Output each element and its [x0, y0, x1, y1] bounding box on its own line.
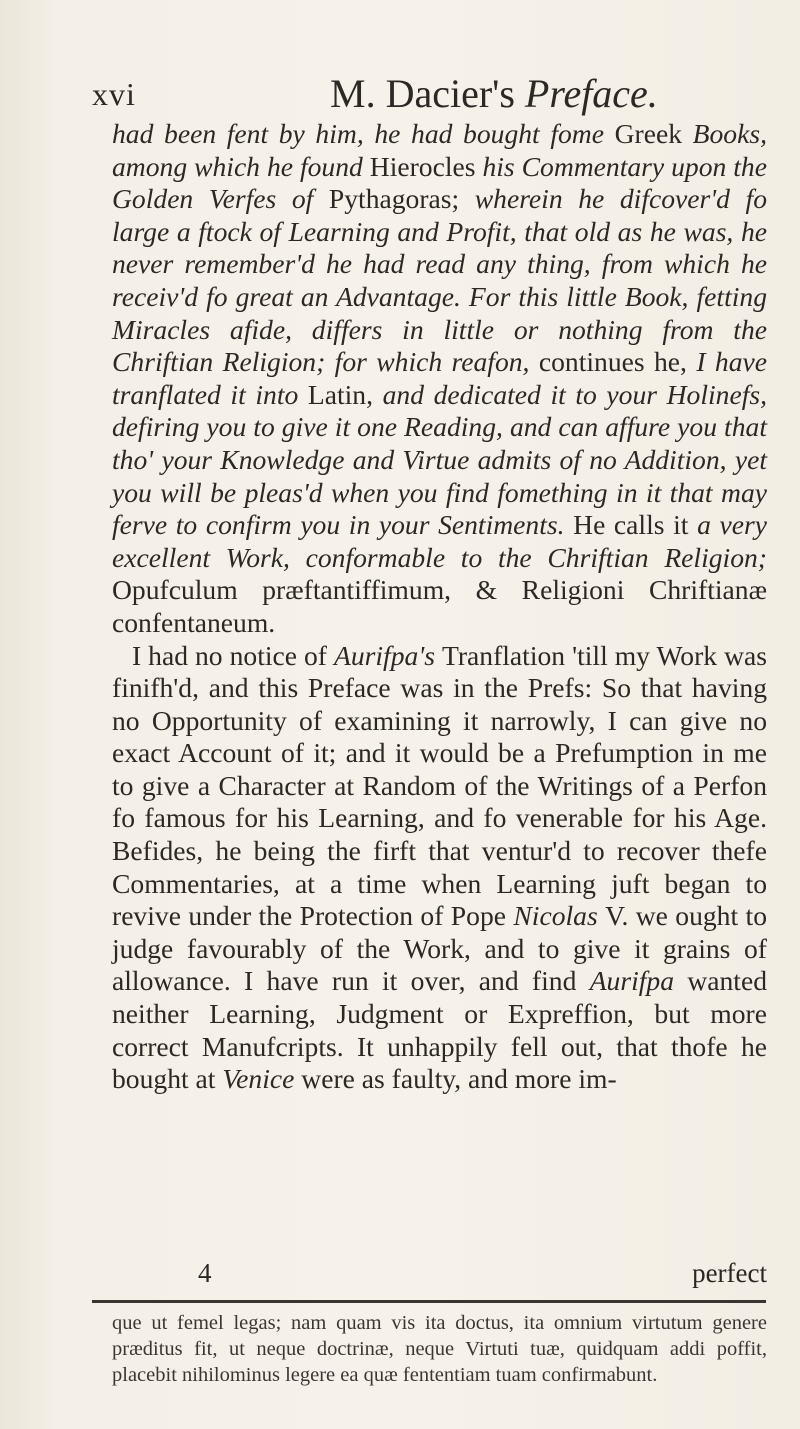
text-run: Hierocles: [369, 150, 483, 182]
paragraph: [112, 118, 767, 640]
running-head-author: M. Dacier's: [330, 71, 525, 116]
italic-run: Nicolas: [513, 900, 606, 932]
text-run: Tranflation 'till my Work was finifh'd, and this Preface was in the Prefs: So that having no Opportunity of examining it narrowly, I can give no exact Account of it; and it would be a Prefumption in me to give a Character at Random of the Writings of a Perfon fo famous for his Learning, and fo venerable for his Age. Befides, he being the firft that ventur'd to recover thefe Commentaries, at a time when Learning juft began to revive under the Protection of Pope: [112, 639, 767, 932]
page-footer-line: [112, 1258, 767, 1292]
italic-run: Books, among which he found: [112, 118, 767, 182]
text-run: I had no notice of: [132, 639, 334, 671]
italic-run: Aurifpa: [589, 965, 688, 997]
text-run: He calls it: [573, 509, 698, 541]
signature-mark: 4: [198, 1258, 212, 1288]
italic-run: his Commentary upon the Golden Verfes of: [112, 150, 767, 215]
text-run: Pythagoras;: [328, 183, 475, 215]
running-head: [330, 70, 658, 117]
text-run: wanted neither Learning, Judgment or Expreffion, but more correct Manufcripts. It unhappily fell out, that thofe he bought at: [112, 965, 767, 1095]
page-number: xvi: [92, 76, 136, 112]
footnote: que ut femel legas; nam quam vis ita doctus, ita omnium virtutum genere præditus fit, ut neque doctrinæ, neque Virtuti tuæ, quidquam addi poffit, placebit nihilominus legere ea quæ fententiam tuam confirmabunt.: [112, 1312, 767, 1386]
italic-run: and dedicated it to your Holinefs, defiring you to give it one Reading, and can affure you that tho' your Knowledge and Virtue admits of no Addition, yet you will be pleas'd when you find fomething in it that may ferve to confirm you in your Sentiments.: [112, 378, 767, 541]
text-run: Latin,: [307, 378, 383, 410]
italic-run: Aurifpa's: [334, 639, 442, 671]
footnote-rule: [92, 1300, 766, 1303]
running-head-title: Preface.: [524, 71, 658, 116]
italic-run: Venice: [222, 1063, 302, 1095]
body-text: [112, 118, 767, 1096]
text-run: Opufculum præftantiffimum, & Religioni Chriftianæ confentaneum.: [112, 574, 767, 638]
text-run: V. we ought to judge favourably of the Work, and to give it grains of allowance. I have run it over, and find: [112, 900, 767, 997]
paragraph: [112, 640, 767, 1096]
text-run: Greek: [614, 118, 693, 149]
italic-run: wherein he difcover'd fo large a ftock of Learning and Profit, that old as he was, he never remember'd he had read any thing, from which he receiv'd fo great an Advantage. For this little Book, fetting Miracles afide, differs in little or nothing from the Chriftian Religion; for which reafon,: [112, 183, 768, 378]
italic-run: had been fent by him, he had bought fome: [112, 118, 615, 149]
catchword: perfect: [692, 1258, 767, 1288]
italic-run: I have tranflated it into: [112, 346, 768, 410]
italic-run: a very excellent Work, conformable to the Chriftian Religion;: [112, 509, 767, 573]
page-header: [92, 66, 760, 116]
text-run: were as faulty, and more im-: [301, 1063, 617, 1095]
text-run: continues he,: [538, 346, 697, 378]
